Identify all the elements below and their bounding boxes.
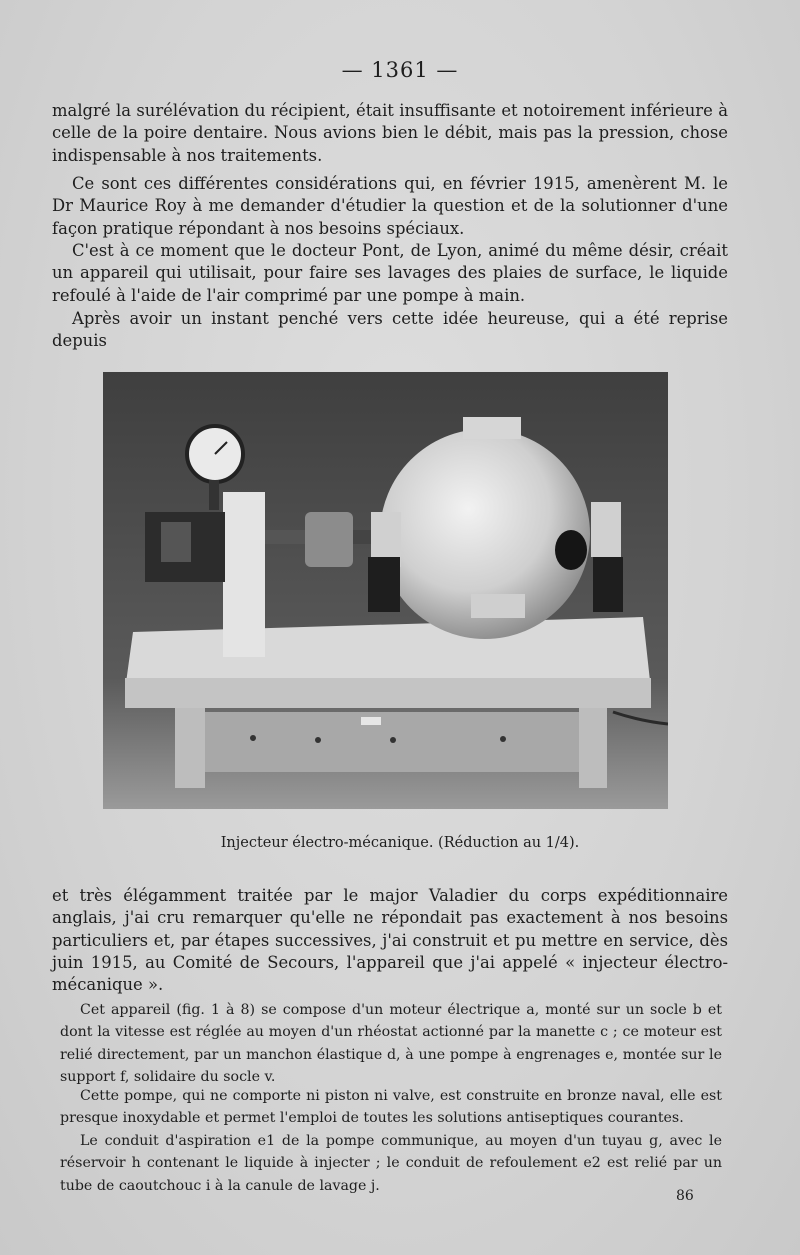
- screw-2: [315, 737, 321, 743]
- page-number: — 1361 —: [341, 58, 459, 82]
- shaft: [265, 530, 305, 544]
- platform-leg-left: [175, 708, 205, 788]
- platform-front: [125, 678, 651, 708]
- paragraph-1: malgré la surélévation du récipient, était insuffisante et notoirement inférieure à celle de la poire dentaire. Nous avions bien le débit, mais pas la pression, chose indispensable à nos traitements.: [52, 101, 728, 165]
- motor-top-fitting: [463, 417, 521, 439]
- pump-support: [223, 492, 265, 657]
- motor-bottom-fitting: [471, 594, 525, 618]
- small-paragraph-3: Le conduit d'aspiration e1 de la pompe communique, au moyen d'un tuyau g, avec le réservoir h contenant le liquide à injecter ; le conduit de refoulement e2 est relié par un tube de caoutchouc i à la canule de lavage j.: [60, 1133, 722, 1194]
- screw-1: [250, 735, 256, 741]
- small-paragraph-2: Cette pompe, qui ne comporte ni piston ni valve, est construite en bronze naval, elle est presque inoxydable et permet l'emploi de toutes les solutions antiseptiques courantes.: [60, 1088, 722, 1127]
- continuation-paragraph: et très élégamment traitée par le major Valadier du corps expéditionnaire anglais, j'ai cru remarquer qu'elle ne répondait pas exactement à nos besoins particuliers et, par étapes successives, j'ai construit et pu mettre en service, dès juin 1915, au Comité de Secours, l'appareil que j'ai appelé « injecteur électro-mécanique ».: [52, 886, 728, 995]
- rheostat-handle: [361, 717, 381, 725]
- injector-illustration: [103, 372, 668, 809]
- footer-signature-number: 86: [676, 1188, 694, 1204]
- motor-foot-left: [368, 557, 400, 612]
- screw-3: [390, 737, 396, 743]
- terminal-knob: [555, 530, 587, 570]
- paragraph-3: C'est à ce moment que le docteur Pont, de Lyon, animé du même désir, créait un appareil qui utilisait, pour faire ses lavages des plaies de surface, le liquide refoulé à l'aide de l'air comprimé par une pompe à main.: [52, 241, 728, 305]
- figure-caption: Injecteur électro-mécanique. (Réduction au 1/4).: [220, 835, 580, 851]
- screw-4: [500, 736, 506, 742]
- platform-leg-right: [579, 708, 607, 788]
- figure-photo-injector: [103, 372, 668, 809]
- elastic-coupling: [305, 512, 353, 567]
- paragraph-4: Après avoir un instant penché vers cette idée heureuse, qui a été reprise depuis: [52, 309, 728, 351]
- small-paragraph-1: Cet appareil (fig. 1 à 8) se compose d'un moteur électrique a, monté sur un socle b et dont la vitesse est réglée au moyen d'un rhéostat actionné par la manette c ; ce moteur est relié directement, par un manchon élastique d, à une pompe à engrenages e, montée sur le support f, solidaire du socle v.: [60, 1002, 722, 1086]
- paragraph-2: Ce sont ces différentes considérations qui, en février 1915, amenèrent M. le Dr Maurice Roy à me demander d'étudier la question et de la solutionner d'une façon pratique répondant à nos besoins spéciaux.: [52, 174, 728, 238]
- motor-foot-right: [593, 557, 623, 612]
- motor-bracket-right: [591, 502, 621, 557]
